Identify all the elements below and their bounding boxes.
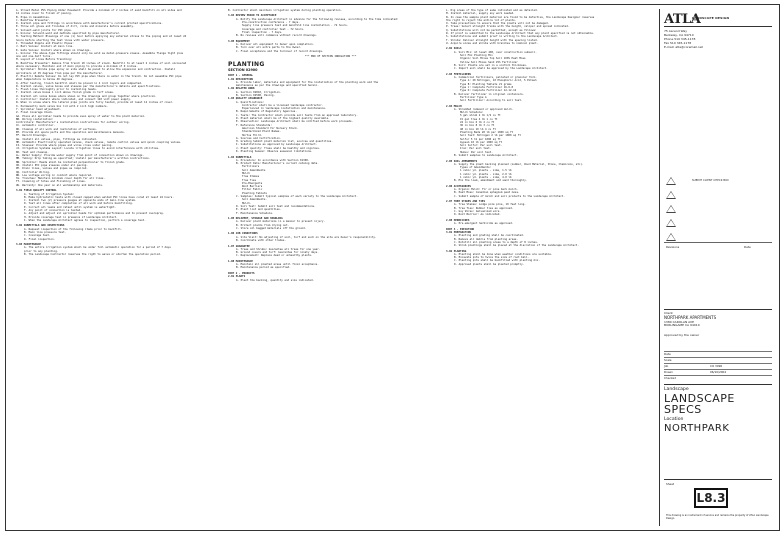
spec-line: 1 cubic yd. plants - Lime, 4.0 lb bbox=[460, 176, 512, 179]
spec-line: R. If proof is submitted to the Landscape Architect that any plant specified is not obtainable. bbox=[446, 32, 595, 36]
spec-line: S. Substitutions and submit proof in writing to the Landscape Architect. bbox=[446, 35, 559, 39]
copyright-note: This drawing is an instrument of service and remains the property of ATLA Landscape Design. bbox=[666, 514, 769, 520]
spec-line: X. Permanently mark valve box lid with 2 inch high numbers. bbox=[16, 104, 109, 108]
spec-line: LL. Water Supply: Provide water supply from point of connection shown on drawings. bbox=[16, 154, 145, 158]
spec-line: S. Flush lines thoroughly prior to installing heads. bbox=[16, 88, 98, 92]
spec-heading: 2.01 PLANTS bbox=[228, 275, 246, 279]
spec-line: R. Install valves, valve boxes and sleeves per the manufacturer's details and specifications. bbox=[16, 84, 162, 88]
spec-line: when temperature is below 40 degrees. bbox=[16, 78, 74, 82]
spec-line: Hortus Third. bbox=[242, 133, 263, 137]
spec-line: H. Testing Method: Blowings of one (1) hour before applying any external stress to the piping and at least 24 bbox=[16, 35, 187, 39]
spec-line: *** END OF SECTION IRRIGATION *** bbox=[304, 55, 357, 59]
revision-triangle-icon bbox=[666, 177, 676, 185]
spec-heading: 1.08 MAINTENANCE bbox=[228, 259, 253, 263]
address-line: Phone 510 345-1178 bbox=[664, 37, 696, 41]
spec-line: A. Section 02810, Irrigation. bbox=[236, 90, 282, 94]
firm-address bbox=[664, 29, 703, 49]
spec-line: Planting Tablets bbox=[242, 191, 267, 195]
spec-line: J. Plant quality: Trees shall be healthy and vigorous. bbox=[236, 146, 321, 150]
spec-line: CC. Automatic controller. bbox=[16, 124, 56, 128]
spec-line: E. Observation: Landscape Architect shall be notified before work proceeds. bbox=[236, 120, 354, 124]
spec-line: F. Reference Standards: bbox=[236, 123, 272, 127]
spec-heading: 3.02 SUBMITTALS AND INSPECTIONS bbox=[16, 224, 65, 228]
spec-line: K. Gate Valves: Install where shown on drawings. bbox=[16, 48, 91, 52]
spec-line: D. Final inspection. bbox=[24, 237, 56, 241]
spec-heading: 3.03 MAINTENANCE bbox=[16, 243, 41, 247]
spec-line: FF. Record Drawings. bbox=[16, 134, 48, 138]
spec-line: OO. Install PVC pipe sleeves under all paving. bbox=[16, 163, 88, 167]
spec-line: Pre-Emergents bbox=[242, 181, 263, 185]
spec-heading: PART 3 - EXECUTION bbox=[446, 227, 475, 231]
section-title: PLANTING bbox=[228, 60, 265, 68]
spec-line: T. Install valve boxes 1 inch above finish grade in turf areas. bbox=[16, 91, 115, 95]
sheet-number-label: Sheet bbox=[666, 482, 675, 486]
spec-line: EE. Provide all spare parts and the operation and maintenance manuals. bbox=[16, 130, 126, 134]
spec-heading: 2.03 FERTILIZERS bbox=[446, 72, 471, 76]
spec-line: sprinklers at 45 degrees from pipe per the manufacturer. bbox=[16, 71, 104, 75]
spec-line: Type C: Complete Fertilizer 16-6-8 bbox=[460, 85, 514, 89]
spec-line: H. Grading Submit plant material list, sources and quantities. bbox=[236, 140, 333, 144]
spec-line: A. Maintain all planted areas until final acceptance. bbox=[236, 263, 319, 267]
spec-line: RR. Low voltage wiring in conduit where required. bbox=[16, 173, 93, 177]
spec-line: JJ. Irrigation Systems Layout: Locate irrigation lines to avoid interference with utilities. bbox=[16, 147, 160, 151]
spec-heading: 3.01 FIELD QUALITY CONTROL bbox=[16, 189, 57, 193]
spec-line: 15 gal tree 4 lb 1 cu ft bbox=[460, 117, 498, 121]
spec-column-2 bbox=[228, 9, 433, 525]
spec-heading: 3.02 PLANTING bbox=[446, 249, 467, 253]
revisions-row bbox=[664, 242, 772, 249]
field-date: Date bbox=[664, 351, 772, 352]
spec-line: B. Main line pressure test. bbox=[24, 230, 67, 234]
spec-line: A. Shredded redwood or approved mulch. bbox=[454, 107, 514, 111]
client-label: Client bbox=[664, 311, 673, 315]
spec-line: A. Tree Stakes: Lodge pole pine, 10 feet long. bbox=[454, 203, 526, 207]
sheet-title-block bbox=[664, 384, 772, 434]
spec-heading: 1.06 JOB CONDITIONS bbox=[228, 232, 258, 236]
spec-line: BB. Wiring installation: bbox=[16, 117, 54, 121]
spec-line: B. Submit samples to Landscape Architect. bbox=[454, 154, 519, 158]
spec-heading: PART 1 - GENERAL bbox=[228, 74, 253, 78]
spec-line: U. Install all valve boxes where shown on the drawings and group together where practical. bbox=[16, 94, 157, 98]
spec-line: A. Procedure: In accordance with Section 01300. bbox=[236, 158, 310, 162]
spec-line: A. Planting and grading shall be coordinated. bbox=[454, 234, 525, 238]
spec-line: L. Dig areas of the type of same indicated and as detailed. bbox=[446, 9, 539, 12]
spec-line: N. Backflow Preventer: Remove from trench 18 inches of slack. Backfill to at least 2 inches of soil uncovered bbox=[16, 61, 187, 65]
spec-line: one and one-half turns. bbox=[16, 55, 52, 59]
spec-line: Controllers: Manufacturer's installation instructions for outdoor wiring. bbox=[16, 121, 130, 125]
client-address-line: 1380 CAROLAN AVE bbox=[664, 319, 694, 324]
spec-line: Experienced in landscape installation and maintenance. bbox=[242, 107, 327, 111]
spec-line: PP. Drain lines, valves and pipes as required. bbox=[16, 167, 88, 171]
address-line: 75 Ascend Way bbox=[664, 29, 688, 33]
spec-line: B. Tree Ties: Rubber ties as approved. bbox=[454, 206, 514, 210]
spec-line: K. Planting Season: Observe seasonal limitations. bbox=[236, 150, 313, 154]
spec-heading: 2.05 SOIL AMENDMENTS bbox=[446, 159, 478, 163]
spec-line: Type D: Complete Fertilizer 12-12-12 bbox=[460, 89, 517, 93]
spec-line: D. Plant material shall be of the highest quality available. bbox=[236, 117, 330, 121]
stamp-label: SUBMIT CLIENT CHECK BOX bbox=[692, 179, 729, 182]
spec-line: MM. Tubing: Drip tubing as specified; install per manufacturer's written instructions. bbox=[16, 157, 151, 161]
spec-line: Yellow Soil Mixes Sand 25% Fertilizer bbox=[460, 60, 518, 64]
field-checked: Checked bbox=[664, 375, 772, 376]
revision-triangle-icon bbox=[666, 191, 676, 199]
spec-line: Supply line pressure test and manifold line installation - 72 hours. bbox=[242, 24, 349, 28]
spec-line: GG. Install all valves, pipe, fittings as indicated. bbox=[16, 137, 98, 141]
spec-line: H. Provide coverage test in presence of Landscape Architect. bbox=[24, 215, 118, 219]
field-drawn: Drawn 06/10/2004 bbox=[664, 369, 772, 370]
client-address-line: BURLINGAME CA 94010 bbox=[664, 323, 700, 328]
spec-heading: 3.04 REVIEW PRIOR TO ACCEPTANCE bbox=[228, 14, 277, 18]
spec-line: Planting Beds 20 lb per 1000 sq ft bbox=[460, 130, 514, 134]
spec-line: prior to any planting. bbox=[24, 249, 59, 253]
spec-line: E. Plant list and quantities. bbox=[236, 208, 282, 212]
section-subtitle: SECTION 02900 bbox=[228, 67, 258, 72]
spec-line: M. Install material, supply any work needed. bbox=[446, 12, 515, 16]
spec-line: C. Replacement: Replace dead or unhealthy plants. bbox=[236, 254, 313, 258]
spec-line: B. Product Data: Manufacturer's current catalog data. bbox=[236, 162, 319, 166]
spec-line: D. Test all lines after completion of all work and before backfilling. bbox=[24, 202, 134, 206]
spec-line: C. Import soil shall be approved by the Landscape Architect. bbox=[454, 67, 548, 71]
spec-line: A. Supply the plant backing planned (Lumber, Wood Material, Stone, Chemicals, etc). bbox=[454, 162, 584, 166]
spec-line: A. Provide labor, materials and equipment for the installation of the planting work and the bbox=[236, 80, 379, 84]
field-scale: Scale bbox=[664, 357, 772, 358]
spec-line: A. Request inspection of the following items prior to backfill. bbox=[24, 227, 123, 231]
spec-line: Y. Sprinkler head adjustment. bbox=[16, 107, 62, 111]
spec-line: Pre-construction conference - 7 days. bbox=[242, 21, 300, 25]
spec-line: Tree Ties bbox=[242, 178, 257, 182]
drawing-sheet bbox=[5, 4, 780, 531]
spec-line: Type B: Planting Tablets 21 grams bbox=[460, 82, 512, 86]
spec-line: 1 cubic yd. plants - Lime, 1.5 lb bbox=[460, 169, 512, 173]
spec-heading: 1.05 DELIVERY, STORAGE AND HANDLING bbox=[228, 217, 283, 221]
spec-line: C. Install two (2) pressure gauges at opposite ends of main-line system. bbox=[24, 199, 137, 203]
spec-line: D. Soil Test: Submit soil test and recommendations. bbox=[236, 204, 316, 208]
spec-line: A. Qualifications: bbox=[236, 100, 265, 104]
spec-line: B. Turn over all extra parts to the Owner. bbox=[236, 46, 302, 50]
spec-line: B. Mix the loam, amendment and sand thoroughly. bbox=[454, 179, 528, 183]
spec-line: P. Trees: Select straight trunks with the height, caliper and spread indicated. bbox=[446, 25, 570, 29]
sheet-number-block bbox=[664, 479, 772, 523]
spec-line: American Standard for Nursery Stock. bbox=[242, 126, 299, 130]
date-label: Date bbox=[744, 245, 751, 249]
spec-line: hours before starting the test lines with water pressure. bbox=[16, 38, 106, 42]
spec-line: A. Commercial fertilizers, pelleted or granular form. bbox=[454, 76, 537, 80]
address-line: Berkeley, CA 94710 bbox=[664, 33, 694, 37]
location-label: Location bbox=[664, 417, 684, 422]
spec-heading: 1.04 SUBMITTALS bbox=[228, 155, 252, 159]
spec-line: Type A: 20 Nitrogen, 10 Phosphoric Acid, 5 Potash bbox=[460, 79, 537, 83]
spec-line: Soil Amendments. bbox=[242, 198, 267, 202]
spec-heading: 2.06 ACCESSORIES bbox=[446, 184, 471, 188]
spec-line: B. Contractor shall maintain irrigation system during planting operation. bbox=[228, 9, 342, 12]
spec-line: C. Backflow Preventer. bbox=[16, 18, 51, 22]
spec-line: C. Tests: The Contractor shall provide soil tests from an approved laboratory. bbox=[236, 113, 358, 117]
spec-line: Gypsum 10 lb per 1000 sq ft bbox=[460, 140, 503, 144]
spec-line: B. Make hydrostatic tests with closed capped when welded PVC lines have cured at least 24 hours. bbox=[24, 195, 174, 199]
spec-line: A. Site Visit: No adjusting of soil, turf and such on the site are Owner's responsibility. bbox=[236, 235, 377, 239]
spec-column-3 bbox=[446, 9, 661, 525]
spec-line: B. Coordinate with other trades. bbox=[236, 239, 286, 243]
spec-line: I. Substitutions as approved by Landscape Architect. bbox=[236, 143, 318, 147]
spec-line: KK. Test and cleanup. bbox=[16, 150, 49, 154]
spec-heading: 3.05 EQUIPMENT bbox=[228, 39, 250, 43]
spec-line: Coverage and controller test - 72 hours. bbox=[242, 27, 305, 31]
spec-line: 12 inches cover to finish of paving. bbox=[16, 12, 73, 16]
spec-line: A. Pre-emergent herbicide as approved. bbox=[454, 222, 514, 226]
spec-line: B. Maintenance period as specified. bbox=[236, 266, 291, 270]
spec-line: Organic Soil Mixes Top Soil 100% Peat Moss bbox=[460, 57, 526, 61]
spec-line: A. Testing of Irrigation System: bbox=[24, 192, 74, 196]
client-name: NORTHPARK APARTMENTS bbox=[664, 314, 717, 320]
spec-line: B. Pipe-in Assemblies. bbox=[16, 15, 51, 19]
address-line: Fax 510 345-1178 bbox=[664, 41, 692, 45]
spec-line: W. When in areas where the lateral pipe joints are fully tested, provide at least 12 inches of cover. bbox=[16, 101, 174, 105]
spec-line: A. Trees and Shrubs: Guarantee all trees for one year. bbox=[236, 247, 321, 251]
spec-line: Soil Sulfur: Per soil test. bbox=[460, 144, 503, 148]
spec-line: N. In case the sample plant material are found to be defective, the Landscape Designer reserves bbox=[446, 15, 595, 19]
spec-line: D. Approved plants shall be planted promptly. bbox=[454, 262, 525, 266]
spec-line: the right to reject the entire lot of plants. bbox=[446, 18, 517, 22]
spec-line: A. Organic Mulch: Fir or pine bark mulch. bbox=[454, 188, 519, 192]
spec-line: P. Electric Remote Valves: Do not lay PVC pipe when there is water in the trench. Do not assemble PVC pipe bbox=[16, 74, 182, 78]
spec-line: Root Barriers bbox=[242, 185, 263, 189]
spec-heading: 2.04 MULCH bbox=[446, 104, 462, 108]
spec-line: A. Planting shall be done when weather conditions are suitable. bbox=[454, 252, 553, 256]
revision-triangle-icon bbox=[666, 219, 676, 227]
spec-heading: 3.01 PREPARATION bbox=[446, 230, 471, 234]
spec-line: C. Planting pits shall be backfilled with planting mix. bbox=[454, 259, 540, 263]
spec-line: O. Sprinkler: Shrubs pipe spray on side shall be paced to allow the expansion and contraction. Install bbox=[16, 68, 176, 72]
spec-line: C. Samples: Submit typical samples of each variety to the Landscape Architect. bbox=[236, 195, 358, 199]
spec-line: II. Sleeves: Provide where pipes and wires cross under paving. bbox=[16, 144, 113, 148]
spec-line: SS. Trenches: Maintain minimum cover depth for all lines. bbox=[16, 177, 106, 181]
spec-line: Standardized Plant Names. bbox=[242, 130, 282, 134]
spec-line: E. Correct all leaks and retest until system is watertight. bbox=[24, 205, 117, 209]
field-job: Job CO 3096 bbox=[664, 363, 772, 364]
spec-line: B. The Landscape Contractor reserves the right to waive or shorten the operation period. bbox=[24, 252, 162, 256]
spec-line: L. Unions: The above-type fittings should only be sold as metal-pressure sleeve. Assemble flange tight plus bbox=[16, 51, 184, 55]
revision-triangle-icon bbox=[666, 205, 676, 213]
spec-line: Mulch. bbox=[242, 201, 252, 205]
spec-line: J. Ball Valves: Install at main line. bbox=[16, 45, 74, 49]
spec-line: T. Shrubs: Deliver straight height with the spacing listed. bbox=[446, 38, 539, 42]
spec-line: NN. Sprinkler: Heads shall be installed perpendicular to finish grade. bbox=[16, 160, 126, 164]
spec-line: A. Plant the backing, quantity and size indicated. bbox=[236, 278, 315, 282]
sheet-number: L8.3 bbox=[694, 488, 728, 508]
spec-line: I. Threaded Nipple and Plastic Pipes: bbox=[16, 41, 74, 45]
client-block bbox=[664, 309, 772, 338]
spec-line: C. Coverage test. bbox=[24, 234, 51, 238]
spec-line: D. Shrub plantings shall be placed at the discretion of the Landscape Architect. bbox=[454, 244, 579, 248]
spec-line: B. Deliver fertilizer in original containers. bbox=[454, 92, 525, 96]
spec-line: B. Excavate pits to twice the size of root ball. bbox=[454, 256, 529, 260]
spec-line: B. No reviews will commence without record drawings. bbox=[236, 34, 318, 38]
firm-name: LANDSCAPE DESIGN bbox=[692, 16, 730, 20]
spec-line: Tree Stakes bbox=[242, 175, 260, 179]
spec-line: Mulch bbox=[242, 172, 250, 175]
spec-line: E. Throw all glues and finishes of dirt, rocks and minerals before assembly. bbox=[16, 25, 135, 29]
spec-line: B. Remove all debris from planting areas. bbox=[454, 237, 519, 241]
spec-line: B. Soil: Plants are set in a uniform thickness. bbox=[454, 63, 528, 67]
spec-line: Z. Final Coverage Check. bbox=[16, 111, 54, 115]
spec-line: B. Section 02500, Paving. bbox=[236, 93, 276, 97]
spec-line: Fertilizers bbox=[242, 165, 260, 169]
spec-heading: 1.07 GUARANTEE bbox=[228, 244, 250, 248]
spec-line: D. Root Barrier: As indicated. bbox=[454, 213, 501, 217]
spec-line: B. Requirements of Regulatory Agencies. bbox=[236, 110, 297, 114]
address-line: E-mail: atla@coremail.net bbox=[664, 45, 703, 49]
spec-line: G. Adjust and adjust all sprinkler heads for optimum performance and to prevent overspray. bbox=[24, 212, 165, 216]
spec-line: Humus: Per soil test. bbox=[460, 150, 493, 154]
spec-line: G. Unions: Solvent-weld and methods specified by pipe manufacturer. bbox=[16, 32, 121, 36]
spec-line: A. Deliver all equipment to Owner upon completion. bbox=[236, 43, 315, 47]
firm-logo bbox=[664, 13, 772, 27]
location-name: NORTHPARK bbox=[664, 423, 730, 434]
sheet-title: LANDSCAPE SPECS bbox=[664, 392, 735, 416]
spec-line: G. Sources and Certification. bbox=[236, 136, 282, 140]
spec-line: 36 in box 8 lb 3 cu ft bbox=[460, 124, 495, 128]
spec-line: Iron: Per soil test. bbox=[460, 147, 492, 151]
spec-line: 24 in box 6 lb 2 cu ft bbox=[460, 121, 495, 125]
spec-heading: 2.08 HERBICIDES bbox=[446, 218, 470, 222]
spec-line: A. Soil Mix: At least 400, over construction subsoil. bbox=[454, 50, 537, 54]
spec-line: TT. Cleaning of Sites and Finishing of Lines. bbox=[16, 180, 87, 184]
spec-line: C. Store all bagged materials off the ground. bbox=[236, 226, 307, 230]
spec-line: maintenance as per the drawings and specified herein. bbox=[236, 84, 319, 88]
spec-heading: 1.01 DESCRIPTION bbox=[228, 77, 253, 81]
spec-heading: 1.02 RELATED WORK bbox=[228, 87, 255, 91]
spec-column-1 bbox=[16, 9, 216, 525]
spec-heading: 1.03 QUALITY ASSURANCE bbox=[228, 97, 263, 101]
spec-line: 48 in box 10 lb 4 cu ft bbox=[460, 127, 496, 131]
spec-line: O. Take precautions to ensure that the plants will not be damaged. bbox=[446, 22, 550, 26]
approval-label: Approved by the owner bbox=[664, 333, 700, 338]
spec-line: UU. Warranty: One year on all workmanship and materials. bbox=[16, 183, 104, 187]
spec-line: F. Solvent-weld joints for PVC pipe. bbox=[16, 28, 73, 32]
spec-line: A. Notify the Landscape Architect in advance for the following reviews, according to the time indicated: bbox=[236, 17, 399, 21]
logo-mark: ATLA bbox=[664, 12, 701, 27]
spec-heading: 2.07 TREE STAKES AND TIES bbox=[446, 200, 486, 204]
spec-line: C. Final acceptance and the turnover of record drawings. bbox=[236, 49, 324, 53]
spec-line: 5 gal shrub 2 lb 1/2 cu ft bbox=[460, 114, 501, 118]
spec-line: AA. Place all sprinkler heads to provide even spray of water to the plant material. bbox=[16, 114, 146, 118]
sheet-category: Landscape bbox=[664, 387, 689, 392]
spec-line: Soil Mix Planting Mix bbox=[460, 54, 493, 58]
spec-line: V. Controller: Install where indicated, and connect 120 volt power supply. bbox=[16, 98, 132, 102]
spec-line: Q. After testing, trench backfill shall be placed in 4 inch layers and compacted. bbox=[16, 81, 143, 85]
spec-line: C. Submit sample of mulch and soil products to the Landscape Architect. bbox=[454, 194, 565, 198]
spec-line: DD. Cleanup of all work and restoration of surfaces. bbox=[16, 127, 98, 131]
spec-line: U. Acquire sizes and shrubs with branches to nominal plant. bbox=[446, 41, 539, 45]
spec-line: 1 cubic yd. plants - Lime, 2.0 lb bbox=[460, 172, 512, 176]
spec-line: Soil Amendments bbox=[242, 168, 266, 172]
spec-line: Soil Fertilizer: According to soil test. bbox=[460, 99, 523, 103]
spec-line: F. Any point of connection is tested. bbox=[24, 209, 82, 212]
spec-line: Sulfur 5 lb per 1000 sq ft bbox=[460, 137, 501, 141]
spec-line: Soil Test: Nitrogen 2 lb per 1000 sq ft bbox=[460, 134, 521, 138]
spec-line: C. Rototill all planting areas to a depth of 8 inches. bbox=[454, 240, 539, 244]
spec-line: HH. Automatic Electrically operated valves, check valves, remote control valves and quick coupling valves. bbox=[16, 140, 182, 144]
spec-line: Final inspection - 7 days. bbox=[242, 30, 283, 34]
spec-line: C. Guy Wires: Galvanized wire. bbox=[454, 210, 501, 214]
spec-line: D. Install pipe and fittings in accordance with manufacturer's current printed specifications. bbox=[16, 22, 163, 26]
spec-line: F. Maintenance Schedule. bbox=[236, 211, 274, 215]
spec-line: Q. Substitutions will not be permitted, except as follows: bbox=[446, 28, 537, 32]
spec-line: A. Street Metal PVS Piping Under Pavement: Provide a minimum of 2 inches of sand backfill on all sides and bbox=[16, 9, 182, 12]
spec-line: where necessary. Maintain end of main piping to provide a minimum of 0 inches. bbox=[16, 65, 138, 69]
spec-line: QQ. Controller Wiring. bbox=[16, 170, 51, 174]
spec-line: I. When the Landscape Architect agrees to inspection, perform a coverage test. bbox=[24, 218, 146, 222]
spec-line: B. Ground covers and turf: Guarantee for ninety days. bbox=[236, 251, 319, 255]
spec-heading: PART 2 - PRODUCTS bbox=[228, 271, 255, 275]
spec-line: Filter Fabric bbox=[242, 188, 263, 192]
spec-line: Contractor shall be a licensed landscape contractor. bbox=[242, 103, 324, 107]
revisions-label: Revisions bbox=[666, 245, 680, 249]
title-block bbox=[659, 9, 775, 526]
spec-line: A. Deliver plant materials in a manner to prevent injury. bbox=[236, 220, 326, 224]
spec-line: B. Protect plants from drying out. bbox=[236, 223, 290, 227]
spec-line: M. Layout of Lines Before Trenching: bbox=[16, 58, 73, 62]
spec-line: Types of Amendments: bbox=[460, 166, 492, 170]
spec-line: Mulch Schedule: bbox=[460, 111, 484, 115]
spec-heading: 2.02 SOILS bbox=[446, 47, 462, 51]
spec-line: Fertilizer Type A bbox=[460, 95, 487, 99]
spec-line: B. Peat Moss: Canadian sphagnum peat moss. bbox=[454, 191, 520, 195]
spec-line: A. The entire irrigation system shall be under full automatic operation for a period of 7 days bbox=[24, 246, 171, 250]
revision-triangle-icon bbox=[666, 233, 676, 241]
